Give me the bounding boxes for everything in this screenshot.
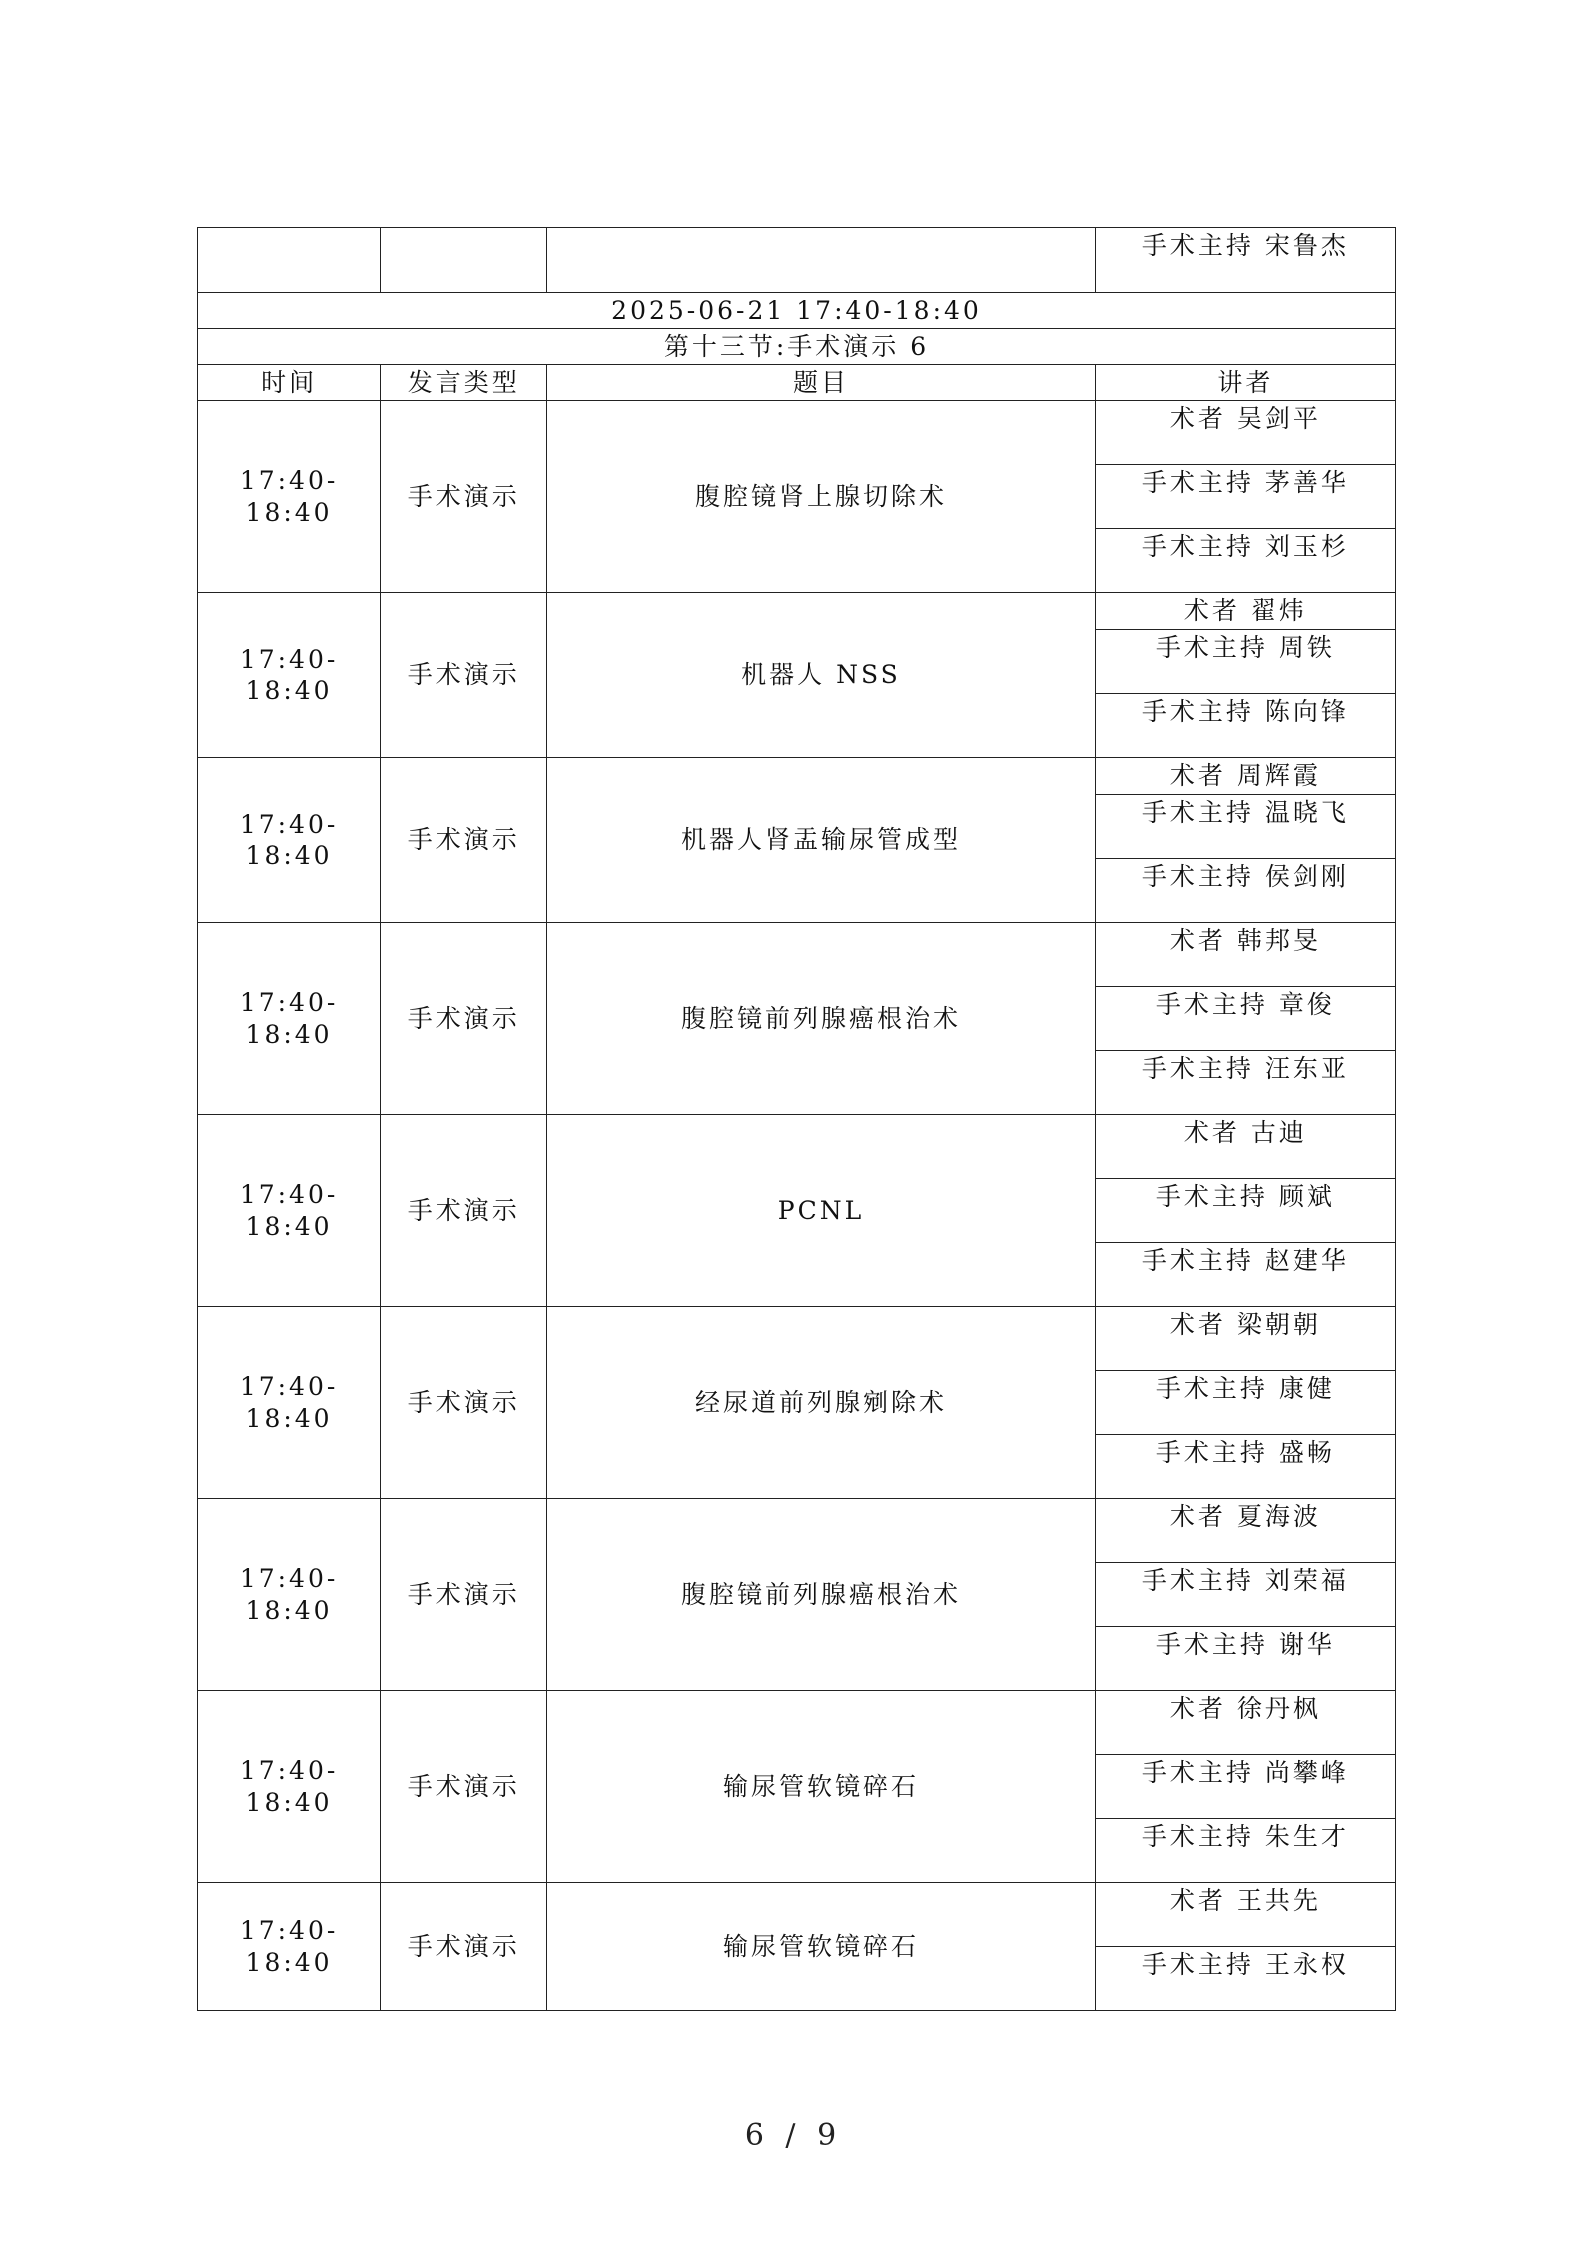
continuation-speaker-cell: 手术主持 宋鲁杰 xyxy=(1095,228,1395,293)
table-row xyxy=(198,923,1396,987)
speaker-moderator: 手术主持 朱生才 xyxy=(1095,1819,1395,1883)
row-type: 手术演示 xyxy=(381,401,547,593)
row-type: 手术演示 xyxy=(381,1307,547,1499)
session-title: 第十三节:手术演示 6 xyxy=(198,329,1396,365)
speaker-moderator: 手术主持 刘玉杉 xyxy=(1095,529,1395,593)
speaker-moderator: 手术主持 谢华 xyxy=(1095,1627,1395,1691)
table-row xyxy=(198,1691,1396,1755)
row-topic: 输尿管软镜碎石 xyxy=(547,1883,1095,2011)
speaker-moderator: 手术主持 尚攀峰 xyxy=(1095,1755,1395,1819)
row-time: 17:40-18:40 xyxy=(198,1499,381,1691)
speaker-moderator: 手术主持 刘荣福 xyxy=(1095,1563,1395,1627)
schedule-table xyxy=(197,227,1396,2011)
row-topic: 腹腔镜前列腺癌根治术 xyxy=(547,1499,1095,1691)
row-time: 17:40-18:40 xyxy=(198,1883,381,2011)
row-time: 17:40-18:40 xyxy=(198,923,381,1115)
speaker-moderator: 手术主持 章俊 xyxy=(1095,987,1395,1051)
row-time: 17:40-18:40 xyxy=(198,758,381,923)
speaker-moderator: 手术主持 温晓飞 xyxy=(1095,795,1395,859)
row-time: 17:40-18:40 xyxy=(198,593,381,758)
row-topic: 输尿管软镜碎石 xyxy=(547,1691,1095,1883)
row-type: 手术演示 xyxy=(381,1883,547,2011)
row-type: 手术演示 xyxy=(381,1499,547,1691)
row-type: 手术演示 xyxy=(381,1115,547,1307)
continuation-topic-cell xyxy=(547,228,1095,293)
speaker-moderator: 手术主持 侯剑刚 xyxy=(1095,859,1395,923)
table-row xyxy=(198,1115,1396,1179)
speaker-moderator: 手术主持 赵建华 xyxy=(1095,1243,1395,1307)
table-row xyxy=(198,401,1396,465)
row-type: 手术演示 xyxy=(381,923,547,1115)
row-time: 17:40-18:40 xyxy=(198,1691,381,1883)
speaker-moderator: 手术主持 王永权 xyxy=(1095,1947,1395,2011)
row-topic: PCNL xyxy=(547,1115,1095,1307)
header-time: 时间 xyxy=(198,365,381,401)
row-topic: 机器人肾盂输尿管成型 xyxy=(547,758,1095,923)
table-row xyxy=(198,1499,1396,1563)
speaker-surgeon: 术者 翟炜 xyxy=(1095,593,1395,630)
speaker-moderator: 手术主持 盛畅 xyxy=(1095,1435,1395,1499)
speaker-moderator: 手术主持 康健 xyxy=(1095,1371,1395,1435)
row-topic: 腹腔镜肾上腺切除术 xyxy=(547,401,1095,593)
speaker-moderator: 手术主持 茅善华 xyxy=(1095,465,1395,529)
speaker-moderator: 手术主持 周铁 xyxy=(1095,630,1395,694)
speaker-moderator: 手术主持 汪东亚 xyxy=(1095,1051,1395,1115)
table-row xyxy=(198,593,1396,630)
speaker-surgeon: 术者 古迪 xyxy=(1095,1115,1395,1179)
continuation-row xyxy=(198,228,1396,293)
header-speaker: 讲者 xyxy=(1095,365,1395,401)
continuation-type-cell xyxy=(381,228,547,293)
table-row xyxy=(198,758,1396,795)
page-number: 6 / 9 xyxy=(744,2118,843,2153)
speaker-surgeon: 术者 韩邦旻 xyxy=(1095,923,1395,987)
speaker-surgeon: 术者 周辉霞 xyxy=(1095,758,1395,795)
session-datetime: 2025-06-21 17:40-18:40 xyxy=(198,293,1396,329)
continuation-time-cell xyxy=(198,228,381,293)
table-row xyxy=(198,1307,1396,1371)
row-type: 手术演示 xyxy=(381,1691,547,1883)
row-time: 17:40-18:40 xyxy=(198,1307,381,1499)
row-time: 17:40-18:40 xyxy=(198,1115,381,1307)
speaker-surgeon: 术者 王共先 xyxy=(1095,1883,1395,1947)
row-type: 手术演示 xyxy=(381,758,547,923)
table-row xyxy=(198,1883,1396,1947)
column-header-row xyxy=(198,365,1396,401)
speaker-surgeon: 术者 夏海波 xyxy=(1095,1499,1395,1563)
speaker-moderator: 手术主持 顾斌 xyxy=(1095,1179,1395,1243)
session-date-row xyxy=(198,293,1396,329)
row-time: 17:40-18:40 xyxy=(198,401,381,593)
speaker-surgeon: 术者 徐丹枫 xyxy=(1095,1691,1395,1755)
row-type: 手术演示 xyxy=(381,593,547,758)
speaker-moderator: 手术主持 陈向锋 xyxy=(1095,694,1395,758)
row-topic: 经尿道前列腺剜除术 xyxy=(547,1307,1095,1499)
header-type: 发言类型 xyxy=(381,365,547,401)
header-topic: 题目 xyxy=(547,365,1095,401)
row-topic: 腹腔镜前列腺癌根治术 xyxy=(547,923,1095,1115)
speaker-surgeon: 术者 梁朝朝 xyxy=(1095,1307,1395,1371)
row-topic: 机器人 NSS xyxy=(547,593,1095,758)
session-title-row xyxy=(198,329,1396,365)
speaker-surgeon: 术者 吴剑平 xyxy=(1095,401,1395,465)
